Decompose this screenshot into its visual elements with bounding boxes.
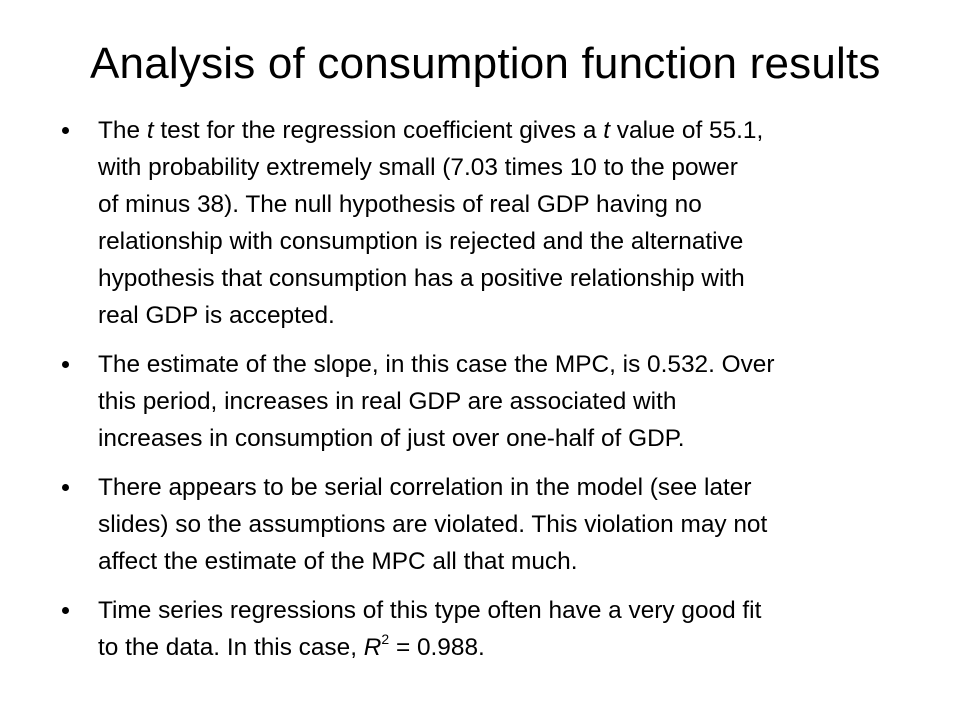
- bullet-dot-icon: [62, 127, 69, 134]
- bullet-line: [98, 629, 902, 666]
- bullet-item: [62, 469, 902, 580]
- bullet-line: There appears to be serial correlation in the model (see later: [98, 474, 752, 501]
- bullet-line: slides) so the assumptions are violated. This violation may not: [98, 511, 768, 538]
- bullet-text-italic: R: [363, 634, 382, 661]
- bullet-item: [62, 112, 902, 334]
- bullet-line: Time series regressions of this type often have a very good fit: [98, 597, 762, 624]
- bullet-text-italic: t: [603, 117, 611, 144]
- bullet-dot-icon: [62, 361, 69, 368]
- bullet-line: this period, increases in real GDP are associated with: [98, 388, 677, 415]
- bullet-text: test for the regression coefficient gives a: [153, 117, 604, 144]
- bullet-item: [62, 346, 902, 457]
- bullet-line: relationship with consumption is rejected and the alternative: [98, 228, 744, 255]
- bullet-dot-icon: [62, 607, 69, 614]
- bullet-text: The: [98, 117, 147, 144]
- bullet-text: value of 55.1,: [610, 117, 764, 144]
- bullet-line: of minus 38). The null hypothesis of real GDP having no: [98, 191, 702, 218]
- bullet-line: The estimate of the slope, in this case the MPC, is 0.532. Over: [98, 351, 775, 378]
- superscript: 2: [381, 630, 390, 647]
- bullet-line: [98, 112, 902, 149]
- bullet-dot-icon: [62, 484, 69, 491]
- bullet-line: affect the estimate of the MPC all that much.: [98, 548, 578, 575]
- slide-title: Analysis of consumption function results: [90, 39, 881, 88]
- bullet-line: with probability extremely small (7.03 times 10 to the power: [98, 154, 738, 181]
- bullet-text: to the data. In this case,: [98, 634, 364, 661]
- bullet-text: = 0.988.: [389, 634, 485, 661]
- bullet-item: [62, 592, 902, 666]
- bullet-list: [62, 112, 902, 678]
- bullet-line: increases in consumption of just over one-half of GDP.: [98, 425, 685, 452]
- bullet-text-italic: t: [146, 117, 154, 144]
- bullet-line: hypothesis that consumption has a positive relationship with: [98, 265, 745, 292]
- bullet-line: real GDP is accepted.: [98, 302, 335, 329]
